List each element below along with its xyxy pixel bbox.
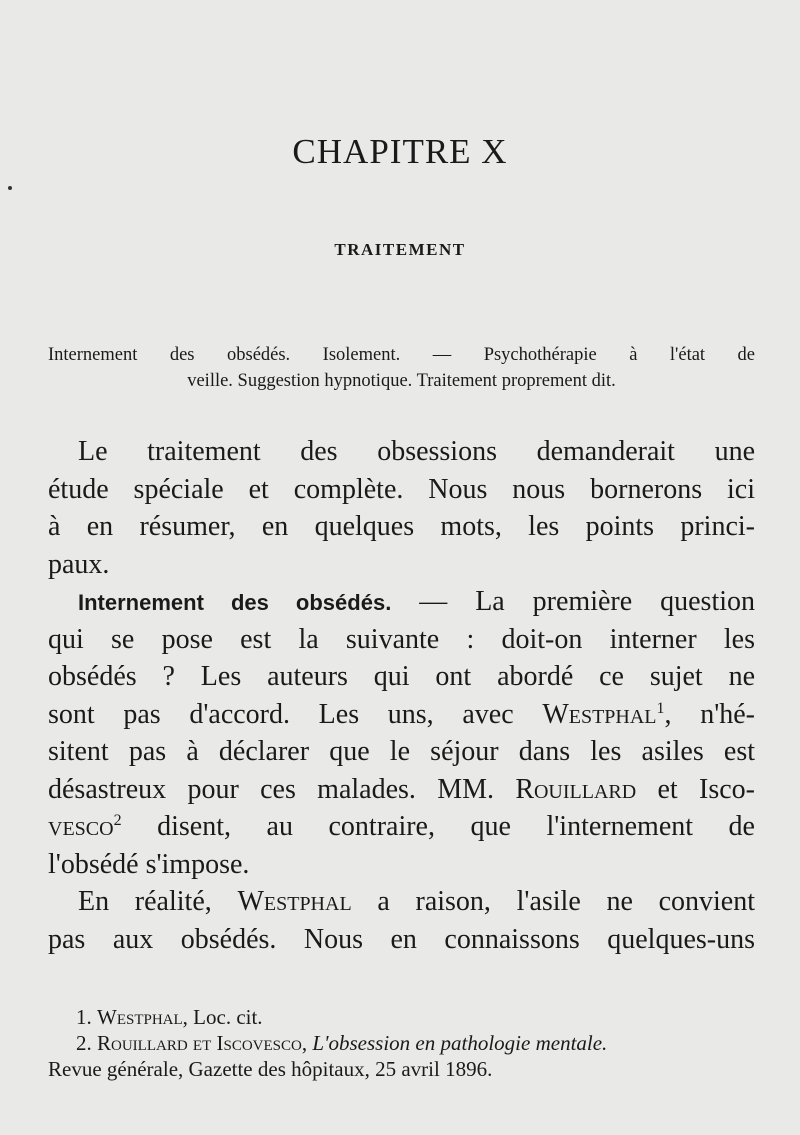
footnote-2: [48, 1030, 755, 1056]
paragraph-2-line-4: [48, 696, 755, 734]
text-fragment: En réalité,: [78, 886, 238, 917]
footnote-number: 1.: [76, 1005, 92, 1029]
author-name: Rouillard: [515, 773, 637, 805]
text-fragment: a raison, l'asile ne convient: [351, 886, 755, 917]
paragraph-1-line-4: paux.: [48, 548, 110, 580]
paragraph-2-line-7: [48, 808, 755, 846]
body-text: [48, 433, 755, 958]
section-title: TRAITEMENT: [334, 240, 466, 259]
author-name: Westphal: [237, 886, 352, 917]
summary-line-1: Internement des obsédés. Isolement. — Psychothérapie à l'état de: [48, 345, 755, 365]
paragraph-2-line-2: qui se pose est la suivante : doit-on interner les: [48, 623, 755, 655]
footnote-1: [48, 1004, 755, 1030]
paragraph-2-line-6: [48, 771, 755, 809]
summary-line-2: veille. Suggestion hypnotique. Traitement proprement dit.: [187, 371, 616, 391]
paragraph-3-line-2: pas aux obsédés. Nous en connaissons quelques-uns: [48, 923, 755, 955]
paragraph-1-line-2: étude spéciale et complète. Nous nous bornerons ici: [48, 473, 755, 505]
ink-speck: [8, 186, 12, 190]
paragraph-2-line-3: obsédés ? Les auteurs qui ont abordé ce sujet ne: [48, 661, 755, 692]
author-name: Westphal: [542, 698, 657, 730]
footnote-author: Westphal: [97, 1005, 183, 1029]
text-fragment: disent, au contraire, que l'internement de: [121, 811, 755, 842]
paragraph-2-line-5: sitent pas à déclarer que le séjour dans les asiles est: [48, 736, 755, 767]
footnote-text: ,: [301, 1031, 313, 1055]
text-fragment: désastreux pour ces malades. MM.: [48, 773, 516, 805]
chapter-summary: [48, 342, 755, 394]
paragraph-2-heading: Internement des obsédés.: [78, 590, 392, 615]
footnote-number: 2.: [76, 1031, 92, 1055]
text-fragment: sont pas d'accord. Les uns, avec: [48, 698, 543, 730]
paragraph-3-line-1: [48, 883, 755, 921]
paragraph-1-line-1: Le traitement des obsessions demanderait une: [78, 436, 755, 467]
text-fragment: et Isco-: [636, 773, 755, 805]
text-fragment: , n'hé-: [664, 698, 756, 730]
footnotes: [48, 1004, 755, 1082]
chapter-title: CHAPITRE X: [292, 132, 508, 171]
author-name: vesco: [48, 811, 114, 842]
footnote-ref: 1: [656, 699, 665, 717]
paragraph-2-line-8: l'obsédé s'impose.: [48, 848, 250, 880]
footnote-text: , Loc. cit.: [182, 1005, 263, 1029]
footnote-2-line-2: Revue générale, Gazette des hôpitaux, 25 avril 1896.: [48, 1057, 493, 1081]
footnote-ref: 2: [113, 812, 122, 829]
paragraph-2-line-1: [48, 583, 755, 621]
paragraph-2-line-1-text: — La première question: [391, 586, 755, 617]
footnote-author: Rouillard et Iscovesco: [97, 1031, 302, 1055]
footnote-title: L'obsession en pathologie mentale.: [312, 1031, 608, 1055]
paragraph-1-line-3: à en résumer, en quelques mots, les points princi-: [48, 511, 755, 542]
